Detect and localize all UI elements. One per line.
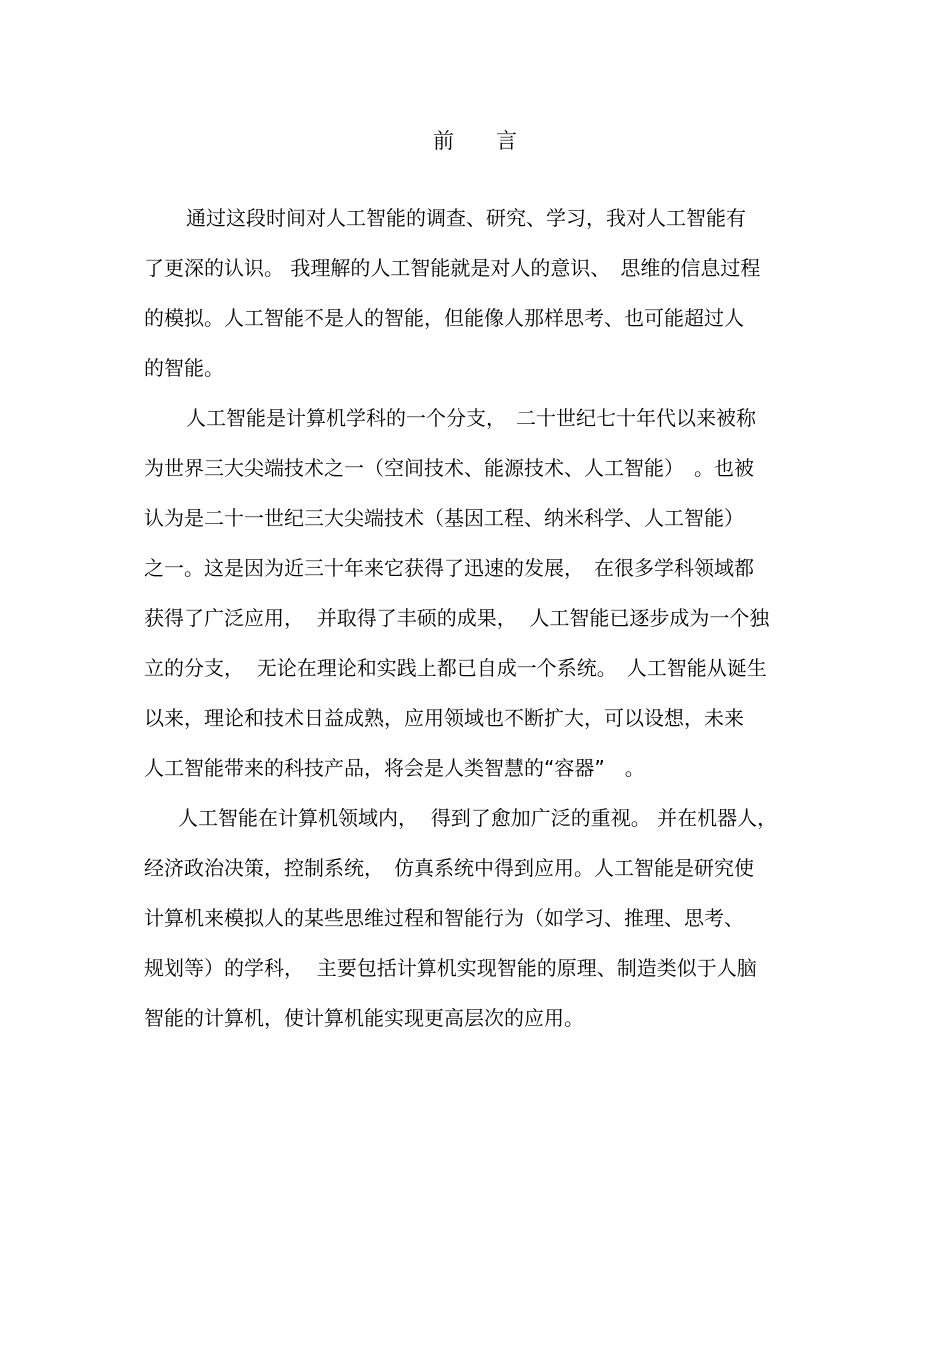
paragraph-2-line-6: 立的分支， 无论在理论和实践上都已自成一个系统。 人工智能从诞生 bbox=[144, 656, 767, 680]
paragraph-2-line-5: 获得了广泛应用， 并取得了丰硕的成果， 人工智能已逐步成为一个独 bbox=[144, 606, 770, 630]
paragraph-2-line-1: 人工智能是计算机学科的一个分支， 二十世纪七十年代以来被称 bbox=[186, 406, 756, 430]
paragraph-3-line-4: 规划等）的学科， 主要包括计算机实现智能的原理、制造类似于人脑 bbox=[144, 956, 757, 980]
paragraph-2-line-7: 以来，理论和技术日益成熟，应用领域也不断扩大，可以设想，未来 bbox=[144, 706, 744, 730]
paragraph-1-line-4: 的智能。 bbox=[144, 356, 224, 380]
paragraph-3-line-1: 人工智能在计算机领域内， 得到了愈加广泛的重视。 并在机器人， bbox=[178, 806, 778, 830]
paragraph-1-line-3: 的模拟。人工智能不是人的智能，但能像人那样思考、也可能超过人 bbox=[144, 306, 744, 330]
paragraph-2-line-8: 人工智能带来的科技产品，将会是人类智慧的“容器” 。 bbox=[144, 756, 645, 780]
paragraph-3-line-5: 智能的计算机，使计算机能实现更高层次的应用。 bbox=[144, 1006, 584, 1030]
paragraph-1-line-1: 通过这段时间对人工智能的调查、研究、学习，我对人工智能有 bbox=[186, 206, 746, 230]
paragraph-1-line-2: 了更深的认识。 我理解的人工智能就是对人的意识、 思维的信息过程 bbox=[144, 256, 761, 280]
paragraph-3-line-2: 经济政治决策，控制系统， 仿真系统中得到应用。人工智能是研究使 bbox=[144, 856, 754, 880]
page-title: 前 言 bbox=[433, 129, 517, 153]
paragraph-3-line-3: 计算机来模拟人的某些思维过程和智能行为（如学习、推理、思考、 bbox=[144, 906, 744, 930]
paragraph-2-line-4: 之一。这是因为近三十年来它获得了迅速的发展， 在很多学科领域都 bbox=[144, 556, 754, 580]
paragraph-2-line-2: 为世界三大尖端技术之一（空间技术、能源技术、人工智能） 。也被 bbox=[144, 456, 754, 480]
paragraph-2-line-3: 认为是二十一世纪三大尖端技术（基因工程、纳米科学、人工智能） bbox=[144, 506, 744, 530]
